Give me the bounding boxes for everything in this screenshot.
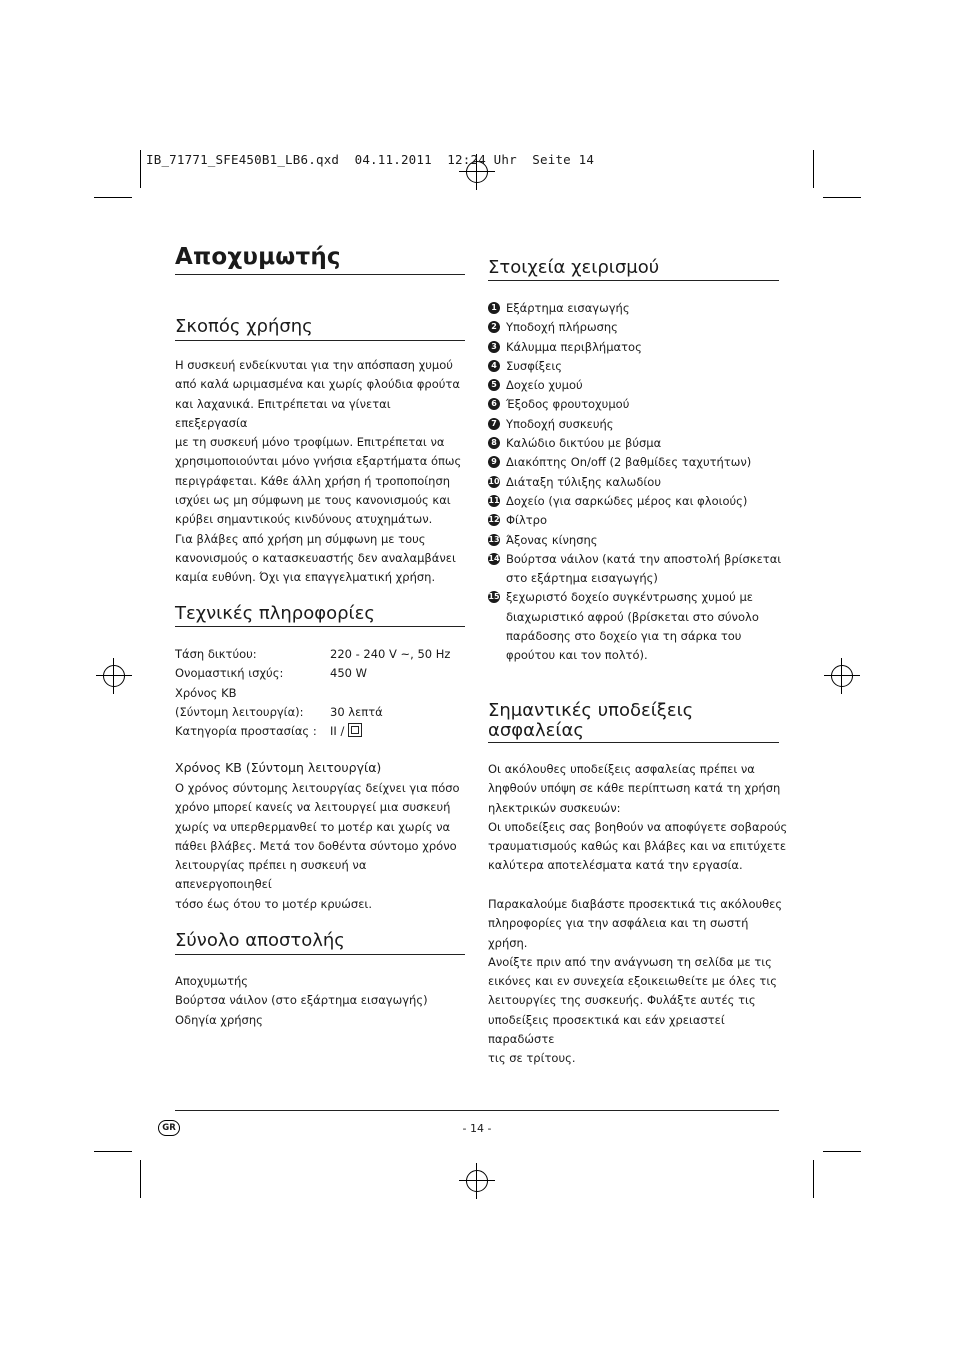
crop-mark	[94, 197, 132, 198]
crop-mark	[823, 1151, 861, 1152]
delivery-heading: Σύνολο αποστολής	[175, 930, 345, 951]
item-number: 13	[488, 534, 500, 544]
purpose-heading: Σκοπός χρήσης	[175, 316, 313, 337]
list-item: 12 Φίλτρο	[488, 513, 548, 528]
list-item: 9 Διακόπτης On/off (2 βαθμίδες ταχυτήτων)	[488, 453, 788, 472]
spec-row: (Σύντομη λειτουργία): 30 λεπτά	[175, 704, 383, 719]
delivery-list: Αποχυμωτής Βούρτσα νάιλον (στο εξάρτημα εισαγωγής) Οδηγία χρήσης	[175, 974, 428, 1027]
crop-mark	[813, 1160, 814, 1198]
controls-rule	[488, 280, 779, 281]
crop-mark	[140, 150, 141, 188]
item-number: 11	[488, 495, 500, 505]
safety-heading: Σημαντικές υποδείξεις ασφαλείας	[488, 700, 694, 741]
spec-row: Ονομαστική ισχύς: 450 W	[175, 666, 367, 681]
spec-row: Τάση δικτύου: 220 - 240 V ~, 50 Hz	[175, 647, 451, 661]
page-number: - 14 -	[462, 1122, 492, 1135]
item-number: 9	[488, 456, 500, 468]
item-number: 14	[488, 553, 500, 563]
crop-mark	[140, 1160, 141, 1198]
kb-heading: Χρόνος ΚΒ (Σύντομη λειτουργία)	[175, 760, 382, 775]
tech-heading: Τεχνικές πληροφορίες	[175, 603, 375, 624]
item-number: 8	[488, 437, 500, 449]
protection-class-ii-icon	[348, 723, 362, 737]
print-slug: IB_71771_SFE450B1_LB6.qxd 04.11.2011 12:24 Uhr Seite 14	[146, 152, 595, 167]
tech-spec-table	[175, 645, 470, 741]
item-number: 15	[488, 592, 500, 602]
delivery-rule	[175, 954, 465, 955]
safety-rule	[488, 742, 779, 743]
list-item: 7 Υποδοχή συσκευής	[488, 415, 788, 434]
footer-rule	[175, 1110, 779, 1111]
list-item: 8 Καλώδιο δικτύου με βύσμα	[488, 434, 788, 453]
item-number: 12	[488, 515, 500, 525]
list-item: 13 Άξονας κίνησης	[488, 532, 598, 547]
list-item: 6 Έξοδος φρουτοχυμού	[488, 395, 788, 414]
crop-mark	[813, 150, 814, 188]
item-number: 4	[488, 360, 500, 372]
list-item: 5 Δοχείο χυμού	[488, 376, 788, 395]
item-number: 5	[488, 379, 500, 391]
controls-list	[488, 299, 788, 666]
item-number: 2	[488, 321, 500, 333]
list-item: 14 Βούρτσα νάιλον (κατά την αποστολή βρίσκεται στο εξάρτημα εισαγωγής)	[488, 551, 782, 586]
purpose-text: Η συσκευή ενδείκνυται για την απόσπαση χυμού από καλά ωριμασμένα και χωρίς φλούδια φρούτα και λαχανικά. Επιτρέπεται να γίνεται επεξεργασία με τη συσκευή μόνο τροφίμων. Επιτρέπεται να χρησιμοποιούνται μόνο γνήσια εξαρτήματα όπως περιγράφεται. Κάθε άλλη χρήση ή τροποποίηση ισχύει ως μη σύμφωνη με τους κανονισμούς και κρύβει σημαντικούς κινδύνους ατυχημάτων. Για βλάβες από χρήση μη σύμφωνη με τους κανονισμούς ο κατασκευαστής δεν αναλαμβάνει καμία ευθύνη. Όχι για επαγγελματική χρήση.	[175, 358, 462, 585]
list-item: 10 Διάταξη τύλιξης καλωδίου	[488, 474, 661, 489]
list-item: 2 Υποδοχή πλήρωσης	[488, 318, 788, 337]
registration-mark-right	[824, 658, 860, 694]
crop-mark	[94, 1151, 132, 1152]
safety-text-1: Οι ακόλουθες υποδείξεις ασφαλείας πρέπει να ληφθούν υπόψη σε κάθε περίπτωση κατά τη χρήση ηλεκτρικών συσκευών: Οι υποδείξεις σας βοηθούν να αποφύγετε σοβαρούς τραυματισμούς καθώς και βλάβες και να επιτύχετε καλύτερα αποτελέσματα κατά την εργασία.	[488, 762, 788, 873]
list-item: 3 Κάλυμμα περιβλήματος	[488, 338, 788, 357]
title-rule	[175, 274, 465, 275]
language-badge: GR	[158, 1120, 180, 1136]
item-number: 6	[488, 398, 500, 410]
list-item: 11 Δοχείο (για σαρκώδες μέρος και φλοιούς)	[488, 493, 748, 508]
item-number: 3	[488, 341, 500, 353]
registration-mark-bottom	[459, 1163, 495, 1199]
controls-heading: Στοιχεία χειρισμού	[488, 257, 660, 278]
spec-row: Κατηγορία προστασίας : II /	[175, 722, 470, 741]
crop-mark	[823, 197, 861, 198]
registration-mark-left	[96, 658, 132, 694]
list-item: 15 ξεχωριστό δοχείο συγκέντρωσης χυμού με διαχωριστικό αφρού (βρίσκεται στο σύνολο παράδοσης στο δοχείο για τη σάρκα του φρούτου και τον πολτό).	[488, 590, 759, 663]
item-number: 7	[488, 418, 500, 430]
page-title: Αποχυμωτής	[175, 244, 341, 270]
tech-rule	[175, 626, 465, 627]
list-item: 4 Συσφίξεις	[488, 357, 788, 376]
safety-text-2: Παρακαλούμε διαβάστε προσεκτικά τις ακόλουθες πληροφορίες για την ασφάλεια και τη σωστή χρήση. Ανοίξτε πριν από την ανάγνωση τη σελίδα με τις εικόνες και εν συνεχεία εξοικειωθείτε με όλες τις λειτουργίες της συσκευής. Φυλάξτε αυτές τις υποδείξεις προσεκτικά και εάν χρειαστεί παραδώστε τις σε τρίτους.	[488, 897, 783, 1066]
item-number: 1	[488, 302, 500, 314]
spec-row: Χρόνος ΚΒ	[175, 685, 237, 700]
list-item: 1 Εξάρτημα εισαγωγής	[488, 299, 788, 318]
kb-text: Ο χρόνος σύντομης λειτουργίας δείχνει για πόσο χρόνο μπορεί κανείς να λειτουργεί μια συσκευή χωρίς να υπερθερμανθεί το μοτέρ και χωρίς να πάθει βλάβες. Μετά τον δοθέντα σύντομο χρόνο λειτουργίας πρέπει η συσκευή να απενεργοποιηθεί τόσο έως ότου το μοτέρ κρυώσει.	[175, 781, 460, 911]
item-number: 10	[488, 476, 500, 486]
purpose-rule	[175, 340, 465, 341]
